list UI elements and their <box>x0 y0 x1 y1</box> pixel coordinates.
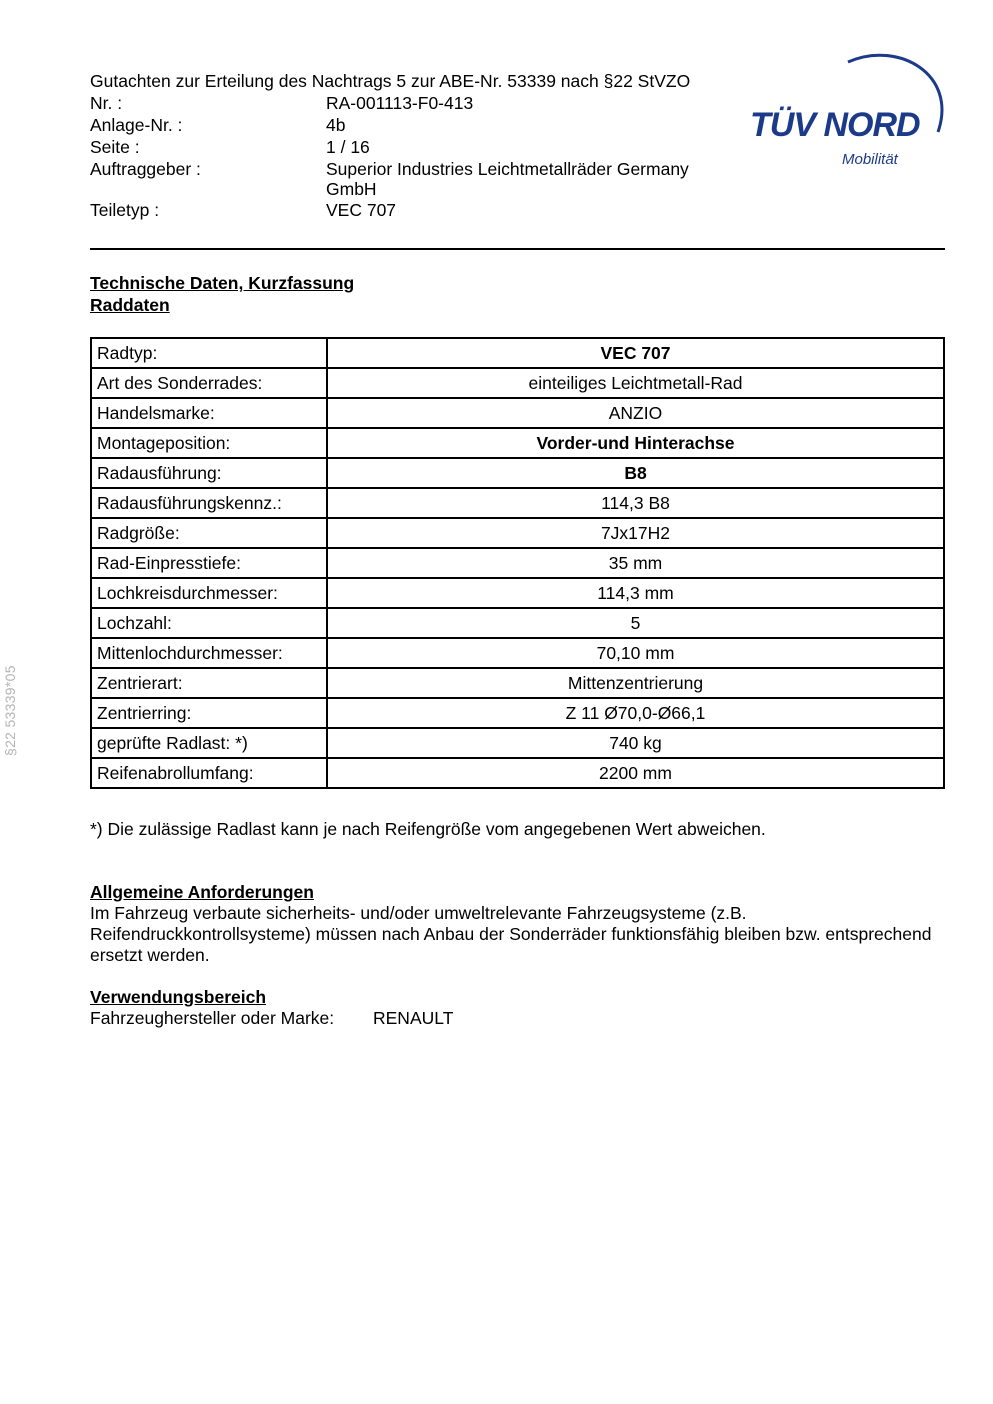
side-stamp: §22 53339*05 <box>2 665 18 756</box>
row-label: Zentrierring: <box>91 698 327 728</box>
allgemeine-anforderungen-text: Im Fahrzeug verbaute sicherheits- und/oder umweltrelevante Fahrzeugsysteme (z.B. Reifendruckkontrollsysteme) müssen nach Anbau der Sonderräder funktionsfähig bleiben bzw. entsprechend ersetzt werden. <box>90 903 932 965</box>
meta-row-nr <box>90 92 750 114</box>
row-label: Handelsmarke: <box>91 398 327 428</box>
meta-row-seite <box>90 136 750 158</box>
table-row <box>91 758 944 788</box>
logo-brand-text: TÜV NORD <box>750 106 920 144</box>
section-title-technische-daten: Technische Daten, Kurzfassung <box>90 273 355 293</box>
meta-label: Anlage-Nr. : <box>90 115 183 135</box>
document-title: Gutachten zur Erteilung des Nachtrags 5 zur ABE-Nr. 53339 nach §22 StVZO <box>90 71 691 91</box>
logo-sub-text: Mobilität <box>842 151 898 168</box>
table-row <box>91 728 944 758</box>
meta-label: Teiletyp : <box>90 200 160 220</box>
table-row <box>91 368 944 398</box>
row-label: Radausführung: <box>91 458 327 488</box>
row-label: Zentrierart: <box>91 668 327 698</box>
row-label: Rad-Einpresstiefe: <box>91 548 327 578</box>
row-label: Montageposition: <box>91 428 327 458</box>
table-row <box>91 578 944 608</box>
section-title-allgemeine-anforderungen: Allgemeine Anforderungen <box>90 882 314 902</box>
tuv-nord-logo <box>748 44 948 174</box>
table-row <box>91 428 944 458</box>
row-value: einteiliges Leichtmetall-Rad <box>327 368 944 398</box>
row-value: ANZIO <box>327 398 944 428</box>
row-value: 114,3 B8 <box>327 488 944 518</box>
row-label: Radgröße: <box>91 518 327 548</box>
section-subtitle-raddaten: Raddaten <box>90 295 170 315</box>
meta-label: Auftraggeber : <box>90 159 201 179</box>
row-label: Radtyp: <box>91 338 327 368</box>
table-row <box>91 698 944 728</box>
table-row <box>91 668 944 698</box>
row-label: Radausführungskennz.: <box>91 488 327 518</box>
table-row <box>91 638 944 668</box>
row-value: B8 <box>327 458 944 488</box>
verwendungsbereich-row <box>90 1007 453 1029</box>
meta-label: Nr. : <box>90 93 123 113</box>
meta-value: VEC 707 <box>326 200 397 220</box>
row-value: 2200 mm <box>327 758 944 788</box>
row-value: 740 kg <box>327 728 944 758</box>
fahrzeughersteller-label: Fahrzeughersteller oder Marke: <box>90 1008 335 1028</box>
table-row <box>91 548 944 578</box>
raddaten-table <box>90 337 945 789</box>
radlast-footnote: *) Die zulässige Radlast kann je nach Reifengröße vom angegebenen Wert abweichen. <box>90 819 766 839</box>
row-label: Lochkreisdurchmesser: <box>91 578 327 608</box>
meta-label: Seite : <box>90 137 140 157</box>
row-value: 114,3 mm <box>327 578 944 608</box>
row-label: geprüfte Radlast: *) <box>91 728 327 758</box>
table-row <box>91 608 944 638</box>
meta-row-teiletyp <box>90 199 750 221</box>
row-value: VEC 707 <box>327 338 944 368</box>
meta-value: RA-001113-F0-413 <box>326 93 474 113</box>
document-header <box>90 70 750 221</box>
table-row <box>91 518 944 548</box>
table-row <box>91 338 944 368</box>
meta-value: 1 / 16 <box>326 137 370 157</box>
row-value: Z 11 Ø70,0-Ø66,1 <box>327 698 944 728</box>
row-label: Art des Sonderrades: <box>91 368 327 398</box>
row-value: 70,10 mm <box>327 638 944 668</box>
fahrzeughersteller-value: RENAULT <box>373 1008 454 1028</box>
row-value: Vorder-und Hinterachse <box>327 428 944 458</box>
meta-value: 4b <box>326 115 346 135</box>
table-row <box>91 458 944 488</box>
table-row <box>91 398 944 428</box>
meta-row-auftraggeber <box>90 158 750 199</box>
section-title-verwendungsbereich: Verwendungsbereich <box>90 987 267 1007</box>
meta-value: Superior Industries Leichtmetallräder Germany GmbH <box>326 159 689 199</box>
row-label: Mittenlochdurchmesser: <box>91 638 327 668</box>
row-value: 7Jx17H2 <box>327 518 944 548</box>
row-value: 35 mm <box>327 548 944 578</box>
row-value: Mittenzentrierung <box>327 668 944 698</box>
row-label: Reifenabrollumfang: <box>91 758 327 788</box>
row-label: Lochzahl: <box>91 608 327 638</box>
table-row <box>91 488 944 518</box>
header-divider <box>90 248 945 250</box>
row-value: 5 <box>327 608 944 638</box>
meta-row-anlage <box>90 114 750 136</box>
